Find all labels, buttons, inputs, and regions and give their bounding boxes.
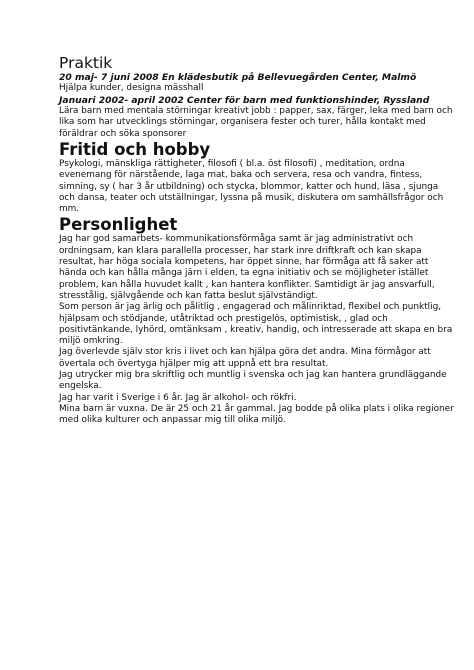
- job-2-line-3: föräldrar och söka sponsorer: [59, 128, 187, 139]
- fritid-line-4: och dansa, teater och utställningar, lyssna på musik, diskutera om samhällsfrågor och: [59, 192, 444, 203]
- personlighet-line-1: Jag har god samarbets- kommunikationsförmåga samt är jag administrativt och: [59, 234, 414, 245]
- personlighet-line-11: Jag överlevde själv stor kris i livet och kan hjälpa göra det andra. Mina förmågor att: [59, 347, 431, 358]
- job-2-line-2: lika som har utvecklings störningar, organisera fester och turer, hålla kontakt med: [59, 117, 426, 128]
- job-title-2: Januari 2002- april 2002 Center för barn med funktionshinder, Ryssland: [59, 94, 430, 106]
- personlighet-line-12: övertala och övertyga hjälper mig att uppnå ett bra resultat.: [59, 358, 329, 369]
- personlighet-line-14: engelska.: [59, 381, 102, 392]
- section-fritid: [59, 140, 444, 215]
- section-heading-fritid: Fritid och hobby: [59, 140, 211, 159]
- personlighet-line-10: miljö omkring.: [59, 336, 123, 347]
- fritid-line-3: simning, sy ( har 3 år utbildning) och stycka, blommor, katter och hund, läsa , sjunga: [59, 181, 439, 192]
- fritid-line-1: Psykologi, mänskliga rättigheter, filosofi ( bl.a. öst filosofi) , meditation, ordna: [59, 159, 405, 169]
- personlighet-line-7: Som person är jag ärlig och pålitlig , engagerad och målinriktad, flexibel och punktlig,: [59, 302, 442, 313]
- section-heading-praktik: Praktik: [59, 54, 113, 72]
- personlighet-line-16: Mina barn är vuxna. De är 25 och 21 år gammal. Jag bodde på olika plats i olika regioner: [59, 403, 454, 414]
- job-2-line-1: Lära barn med mentala störningar kreativt jobb : papper, sax, färger, leka med barn och: [59, 106, 453, 117]
- job-entry-2: [59, 94, 453, 140]
- fritid-line-5: mm.: [59, 204, 80, 215]
- personlighet-line-8: hjälpsam och stödjande, utåtriktad och prestigelös, optimistisk, , glad och: [59, 313, 388, 324]
- section-personlighet: [59, 215, 454, 426]
- personlighet-line-5: problem, kan hålla huvudet kallt , kan hantera konflikter. Samtidigt är jag ansvarfull,: [59, 279, 435, 290]
- document-body: [59, 54, 454, 427]
- job-1-line-1: Hjälpa kunder, designa mässhall: [59, 83, 204, 94]
- job-title-1: 20 maj- 7 juni 2008 En klädesbutik på Bellevuegården Center, Malmö: [59, 72, 417, 83]
- personlighet-line-15: Jag har varit i Sverige i 6 år. Jag är alkohol- och rökfri.: [59, 392, 297, 403]
- section-praktik: [59, 54, 453, 140]
- job-entry-1: [59, 72, 439, 95]
- personlighet-line-6: stresstålig, självgående och kan fatta beslut självständigt.: [59, 290, 318, 301]
- personlighet-line-2: ordningsam, kan klara parallella processer, har stark inre driftkraft och kan skapa: [59, 245, 422, 256]
- fritid-line-2: evenemang för närstående, laga mat, baka och servera, resa och vandra, fintess,: [59, 170, 423, 181]
- personlighet-line-9: positivtänkande, lyhörd, omtänksam , kreativ, handig, och intresserade att skapa en bra: [59, 324, 453, 335]
- personlighet-line-13: Jag utrycker mig bra skriftlig och muntlig i svenska och jag kan hantera grundläggande: [59, 370, 447, 381]
- personlighet-line-4: hända och kan hålla många järn i elden, ta egna initiativ och se möjligheter istället: [59, 268, 429, 279]
- personlighet-line-3: resultat, har höga sociala kompetens, har öppet sinne, har förmåga att få saker att: [59, 257, 429, 268]
- personlighet-line-17: med olika kulturer och anpassar mig till olika miljö.: [59, 415, 286, 426]
- section-heading-personlighet: Personlighet: [59, 215, 178, 235]
